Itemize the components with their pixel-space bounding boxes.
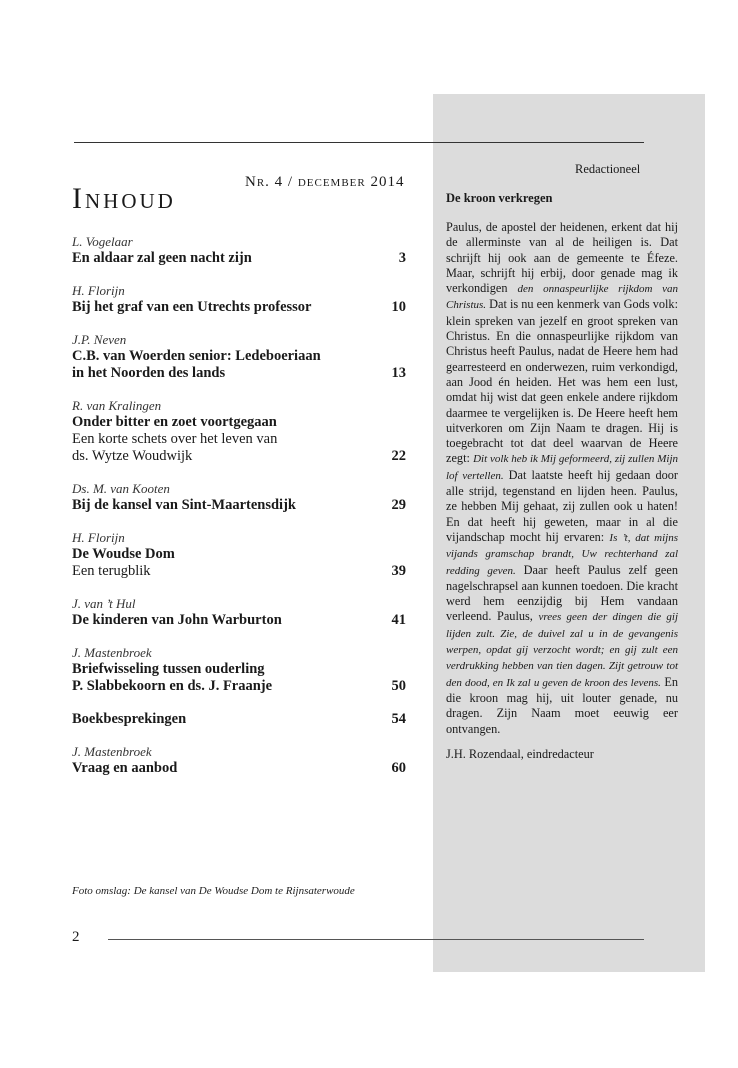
editorial-signature: J.H. Rozendaal, eindredacteur (446, 746, 594, 761)
toc-title: Bij het graf van een Utrechts professor (72, 299, 312, 315)
toc-entry[interactable] (72, 711, 408, 728)
editorial-body (446, 220, 678, 762)
toc-page: 39 (391, 563, 406, 579)
toc-author: Ds. M. van Kooten (72, 481, 170, 496)
issue-label: Nr. 4 / december 2014 (245, 174, 405, 190)
toc-author: J.P. Neven (72, 332, 127, 347)
editorial-quote: Dit volk heb ik Mij geformeerd, zij zullen Mijn lof vertellen. (446, 453, 679, 482)
editorial-quote: den onnaspeurlijke rijkdom van Christus. (446, 283, 678, 312)
toc-page: 50 (391, 678, 406, 694)
toc-subtitle: Een korte schets over het leven van (72, 431, 278, 447)
editorial-quote: vrees geen der dingen die gij lijden zult. Zie, de duivel zal u in de gevangenis werpen, opdat gij verzocht wordt; en gij zult een verdrukking hebben van tien dagen. Zijt getrouw tot den dood, en Ik zal u geven de kroon des levens. (446, 611, 679, 689)
toc-entry[interactable] (72, 234, 408, 267)
table-of-contents (72, 234, 408, 777)
toc-entry[interactable] (72, 530, 408, 580)
editorial-paragraph (446, 220, 678, 737)
toc-title: De Woudse Dom (72, 546, 175, 562)
toc-author: H. Florijn (72, 283, 125, 298)
editorial-text: Paulus, de apostel der heidenen, erkent dat hij de allerminste van al de heiligen is. Dat schrijft hij ook aan de gemeente te Éfeze. Maar, schrijft hij erbij, door genade mag ik verkondigen (446, 220, 678, 296)
toc-author: R. van Kralingen (72, 398, 162, 413)
toc-entry[interactable] (72, 596, 408, 629)
toc-entry[interactable] (72, 398, 408, 465)
toc-title: Vraag en aanbod (72, 760, 178, 776)
toc-title: in het Noorden des lands (72, 365, 226, 381)
cover-photo-caption: Foto omslag: De kansel van De Woudse Dom te Rijnsaterwoude (72, 885, 355, 897)
toc-entry[interactable] (72, 744, 408, 777)
toc-entry[interactable] (72, 481, 408, 514)
toc-entry[interactable] (72, 645, 408, 695)
toc-page: 29 (391, 497, 406, 513)
toc-title: P. Slabbekoorn en ds. J. Fraanje (72, 678, 273, 694)
toc-page: 41 (391, 612, 406, 628)
editorial-text: Daar heeft Paulus zelf geen nagelschrapsel aan kunnen toedoen. Die kracht werd hem eenzijdig bij Hem vandaan verleend. Paulus, (446, 562, 678, 624)
toc-title: Bij de kansel van Sint-Maartensdijk (72, 497, 296, 513)
editorial-label: Redactioneel (575, 162, 641, 176)
toc-author: J. van ’t Hul (72, 596, 136, 611)
page-number: 2 (72, 929, 80, 945)
toc-entry[interactable] (72, 283, 408, 316)
toc-subtitle: Een terugblik (72, 563, 151, 579)
bottom-divider (108, 939, 644, 940)
toc-title: Boekbesprekingen (72, 711, 187, 727)
editorial-text: Dat is nu een kenmerk van Gods volk: klein spreken van jezelf en groot spreken van Christus. En die onnaspeurlijke rijkdom van Christus heeft Paulus, nadat de Heere hem had gearresteerd en onderwezen, ruim verkondigd, aan Jood én heiden. Het was hem een lust, omdat hij wist dat geen enkele andere rijkdom daarmee te vergelijken is. De Heere heeft hem uitverkoren om Zijn Naam te dragen. Hij is toegebracht tot dat deel waarvan de Heere zegt: (446, 297, 678, 466)
toc-entry[interactable] (72, 332, 408, 382)
toc-title: C.B. van Woerden senior: Ledeboeriaan (72, 348, 321, 364)
toc-author: H. Florijn (72, 530, 125, 545)
toc-author: J. Mastenbroek (72, 744, 152, 759)
toc-page: 60 (391, 760, 406, 776)
editorial-title: De kroon verkregen (446, 191, 553, 205)
toc-title: Briefwisseling tussen ouderling (72, 661, 265, 677)
toc-title: Onder bitter en zoet voortgegaan (72, 414, 277, 430)
toc-page: 22 (391, 448, 406, 464)
toc-page: 3 (398, 250, 406, 266)
editorial-text: En die kroon mag hij, uit louter genade, nu dragen. Zijn Naam moet eeuwig eer ontvangen. (446, 674, 679, 736)
toc-author: J. Mastenbroek (72, 645, 152, 660)
toc-page: 13 (391, 365, 406, 381)
toc-page: 10 (391, 299, 406, 315)
editorial-quote: Is ’t, dat mijns vijands gramschap brandt, Uw rechterhand zal redding geven. (446, 531, 679, 577)
toc-page: 54 (391, 711, 406, 727)
toc-title: De kinderen van John Warburton (72, 612, 282, 628)
toc-title: En aldaar zal geen nacht zijn (72, 250, 252, 266)
toc-author: L. Vogelaar (72, 234, 133, 249)
top-divider (74, 142, 644, 143)
editorial-text: Dat laatste heeft hij gedaan door alle strijd, tegenstand en lijden heen. Paulus, ze hebben Mij gehaat, zij zullen ook u haten! En dat heeft hij geweten, maar in al die vijandschap mocht hij ervaren: (446, 467, 679, 544)
toc-subtitle: ds. Wytze Woudwijk (72, 448, 193, 464)
page-title: Inhoud (72, 182, 176, 216)
